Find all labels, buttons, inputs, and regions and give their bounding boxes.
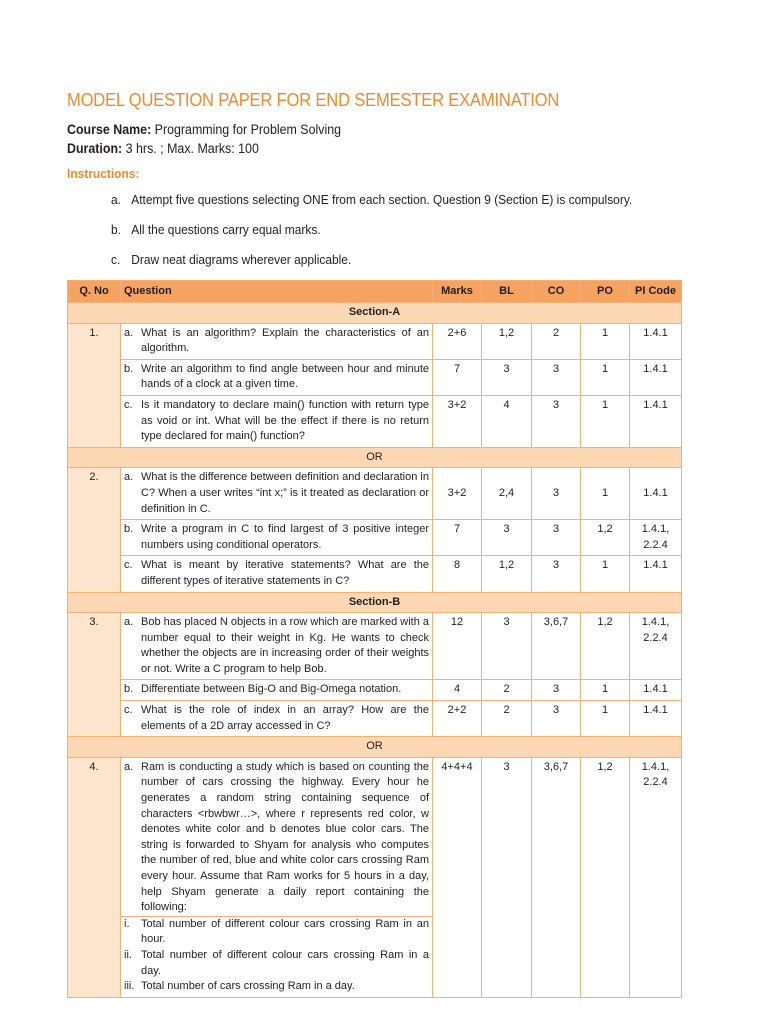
po-cell: 1 [581,680,630,701]
header-pi-code: PI Code [630,281,682,303]
question-part [121,520,433,556]
course-name-label: Course Name: [67,122,152,137]
question-part [121,395,433,447]
question-table [67,280,682,998]
table-row [68,680,682,701]
table-row [68,613,682,680]
instruction-letter: a. [111,192,121,207]
part-letter: a. [124,471,134,484]
header-po: PO [581,281,630,303]
sub-item-number: i. [124,917,130,930]
co-cell: 3 [532,468,581,520]
table-row [68,520,682,556]
pi-cell: 1.4.1, 2.2.4 [630,520,682,556]
instruction-item [111,192,632,207]
marks-cell: 2+6 [433,323,482,359]
or-divider: OR [68,737,682,758]
sub-item [121,916,432,948]
part-text: What is an algorithm? Explain the characteristics of an algorithm. [141,326,429,355]
po-cell: 1 [581,701,630,737]
pi-cell: 1.4.1 [630,680,682,701]
pi-cell: 1.4.1 [630,556,682,592]
sub-item-text: Total number of different colour cars crossing Ram in a day. [141,948,429,977]
po-cell: 1 [581,395,630,447]
co-cell: 3 [532,556,581,592]
header-marks: Marks [433,281,482,303]
po-cell: 1,2 [581,613,630,680]
part-text: Write a program in C to find largest of 3 positive integer numbers using conditional operators. [141,523,429,551]
marks-cell: 12 [433,613,482,680]
bl-cell: 3 [482,757,532,997]
po-cell: 1,2 [581,757,630,997]
section-b-heading: Section-B [68,592,682,613]
part-text: Is it mandatory to declare main() function with return type as void or int. What will be the effect if there is no return type declared for main() function? [141,398,429,443]
bl-cell: 4 [482,395,532,447]
co-cell: 3 [532,395,581,447]
po-cell: 1 [581,323,630,359]
bl-cell: 3 [482,520,532,556]
part-text: What is the difference between definition and declaration in C? When a user writes “int x;” is it treated as declaration or definition in C. [141,471,429,515]
table-row [68,757,682,997]
pi-cell: 1.4.1 [630,323,682,359]
header-question: Question [121,281,433,303]
duration-value: 3 hrs. ; Max. Marks: 100 [125,141,259,156]
table-header-row [68,281,682,303]
pi-cell: 1.4.1 [630,468,682,520]
or-divider: OR [68,447,682,468]
header-bl: BL [482,281,532,303]
part-letter: b. [124,523,134,536]
duration-line [67,141,259,156]
page-title: MODEL QUESTION PAPER FOR END SEMESTER EXAMINATION [67,90,560,110]
pi-cell: 1.4.1 [630,701,682,737]
po-cell: 1 [581,359,630,395]
question-number: 4. [68,757,121,997]
part-letter: a. [124,760,134,773]
part-letter: a. [124,616,134,629]
duration-label: Duration: [67,141,123,156]
bl-cell: 3 [482,359,532,395]
bl-cell: 1,2 [482,323,532,359]
part-text: What is the role of index in an array? How are the elements of a 2D array accessed in C? [141,704,429,732]
part-letter: c. [124,704,133,717]
section-a-heading: Section-A [68,303,682,324]
instructions-heading: Instructions: [67,166,140,181]
co-cell: 2 [532,323,581,359]
part-letter: c. [124,559,133,572]
marks-cell: 4+4+4 [433,757,482,997]
question-part [121,757,433,997]
question-part [121,359,433,395]
header-qno: Q. No [68,281,121,303]
table-row [68,395,682,447]
marks-cell: 2+2 [433,701,482,737]
part-letter: a. [124,326,134,339]
question-number: 3. [68,613,121,737]
po-cell: 1,2 [581,520,630,556]
instruction-letter: c. [111,252,121,267]
co-cell: 3 [532,701,581,737]
instruction-text: Draw neat diagrams wherever applicable. [131,252,352,267]
bl-cell: 2,4 [482,468,532,520]
question-part [121,556,433,592]
part-text: Differentiate between Big-O and Big-Omega notation. [141,683,402,696]
table-row [68,556,682,592]
instruction-item [111,252,351,267]
part-letter: c. [124,398,133,411]
bl-cell: 2 [482,701,532,737]
po-cell: 1 [581,468,630,520]
po-cell: 1 [581,556,630,592]
question-number: 1. [68,323,121,447]
course-name-value: Programming for Problem Solving [154,122,342,137]
marks-cell: 8 [433,556,482,592]
question-number: 2. [68,468,121,592]
part-text: Write an algorithm to find angle between hour and minute hands of a clock at a given time. [141,362,429,391]
marks-cell: 7 [433,520,482,556]
header-co: CO [532,281,581,303]
instruction-text: All the questions carry equal marks. [131,222,321,237]
question-part [121,613,433,680]
instruction-letter: b. [111,222,121,237]
co-cell: 3 [532,359,581,395]
bl-cell: 3 [482,613,532,680]
part-text: What is meant by iterative statements? What are the different types of iterative statements in C? [141,559,429,587]
pi-cell: 1.4.1 [630,395,682,447]
pi-cell: 1.4.1 [630,359,682,395]
question-part [121,468,433,520]
part-letter: b. [124,362,134,375]
sub-item-number: ii. [124,948,132,961]
co-cell: 3,6,7 [532,613,581,680]
bl-cell: 2 [482,680,532,701]
table-row [68,323,682,359]
co-cell: 3 [532,680,581,701]
marks-cell: 3+2 [433,395,482,447]
question-part [121,323,433,359]
instruction-item [111,222,321,237]
pi-cell: 1.4.1, 2.2.4 [630,757,682,997]
course-name-line [67,122,341,137]
question-part [121,680,433,701]
co-cell: 3,6,7 [532,757,581,997]
instruction-text: Attempt five questions selecting ONE from each section. Question 9 (Section E) is compulsory. [131,192,633,207]
part-text: Bob has placed N objects in a row which are marked with a number equal to their weight in Kg. He wants to check whether the objects are in increasing order of their weights or not. Write a C program to help Bob. [141,616,429,675]
marks-cell: 7 [433,359,482,395]
sub-item-number: iii. [124,980,135,993]
sub-item-text: Total number of cars crossing Ram in a day. [141,980,355,993]
table-row [68,359,682,395]
table-row [68,701,682,737]
pi-cell: 1.4.1, 2.2.4 [630,613,682,680]
co-cell: 3 [532,520,581,556]
sub-item-text: Total number of different colour cars crossing Ram in an hour. [141,917,429,946]
part-letter: b. [124,683,134,696]
sub-item [124,979,429,995]
table-row [68,468,682,520]
question-part [121,701,433,737]
sub-item [124,948,429,979]
marks-cell: 4 [433,680,482,701]
marks-cell: 3+2 [433,468,482,520]
bl-cell: 1,2 [482,556,532,592]
part-text: Ram is conducting a study which is based on counting the number of cars crossing the highway. Every hour he generates a random string containing sequence of characters <rbwbwr…>, where r represents red color, w denotes white color and b denotes blue color cars. The string is forwarded to Shyam for analysis who computes the number of red, blue and white color cars crossing Ram every hour. Assume that Ram works for 5 hours in a day, help Shyam generate a daily report containing the following: [141,760,429,914]
